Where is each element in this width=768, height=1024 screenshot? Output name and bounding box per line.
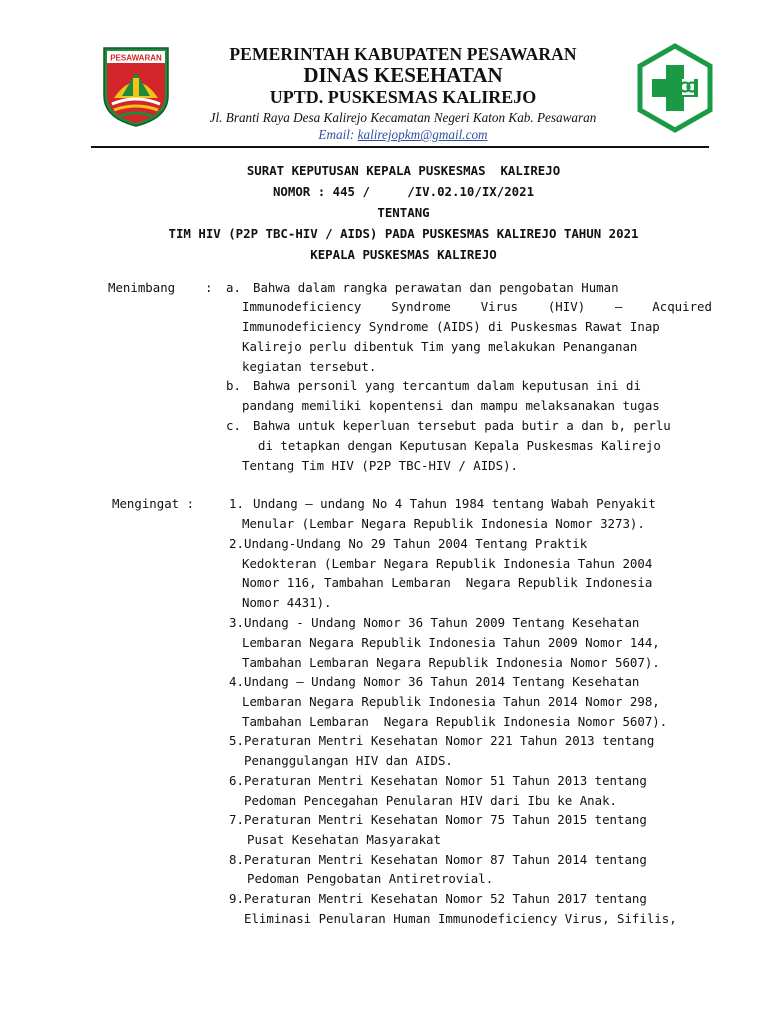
unit-name: UPTD. PUSKESMAS KALIREJO (269, 87, 537, 107)
mengingat-8-line: Pedoman Pengobatan Antiretrovial. (247, 871, 494, 886)
mengingat-5-line: Penanggulangan HIV dan AIDS. (244, 753, 453, 768)
menimbang-c-line: Tentang Tim HIV (P2P TBC-HIV / AIDS). (242, 458, 519, 473)
decree-title: SURAT KEPUTUSAN KEPALA PUSKESMAS KALIREJO (246, 163, 561, 178)
mengingat-4-line: Lembaran Negara Republik Indonesia Tahun 2014 Nomor 298, (242, 694, 660, 709)
mengingat-2-line: Nomor 4431). (242, 595, 332, 610)
mengingat-marker-1: 1. (229, 496, 244, 511)
mengingat-9-line: Eliminasi Penularan Human Immunodeficiency Virus, Sifilis, (244, 911, 677, 926)
letterhead-text (178, 44, 628, 143)
menimbang-a-line: Immunodeficiency Syndrome (AIDS) di Puskesmas Rawat Inap (242, 319, 660, 334)
decree-about-label: TENTANG (377, 205, 430, 220)
menimbang-b-line: Bahwa personil yang tercantum dalam keputusan ini di (253, 378, 641, 393)
email-line (178, 126, 628, 143)
mengingat-7-line: Peraturan Mentri Kesehatan Nomor 75 Tahun 2015 tentang (244, 812, 647, 827)
letterhead-divider (91, 146, 709, 148)
menimbang-a-line: Bahwa dalam rangka perawatan dan pengobatan Human (253, 280, 619, 295)
puskesmas-cross-emblem-icon (636, 43, 714, 133)
emblem-text: PESAWARAN (110, 53, 162, 63)
menimbang-marker-a: a. (226, 280, 241, 295)
mengingat-marker-8: 8. (229, 852, 244, 867)
mengingat-marker-6: 6. (229, 773, 244, 788)
menimbang-colon: : (205, 280, 213, 295)
mengingat-6-line: Peraturan Mentri Kesehatan Nomor 51 Tahun 2013 tentang (244, 773, 647, 788)
email-label: Email: (318, 127, 358, 142)
menimbang-a-line: Immunodeficiency Syndrome Virus (HIV) – Acquired (242, 299, 712, 314)
pesawaran-regency-emblem-icon (100, 46, 172, 128)
decree-issuer: KEPALA PUSKESMAS KALIREJO (310, 247, 497, 262)
menimbang-marker-b: b. (226, 378, 241, 393)
menimbang-a-line: kegiatan tersebut. (242, 359, 377, 374)
menimbang-c-line: Bahwa untuk keperluan tersebut pada butir a dan b, perlu (253, 418, 671, 433)
mengingat-4-line: Tambahan Lembaran Negara Republik Indonesia Nomor 5607). (242, 714, 668, 729)
mengingat-2-line: Kedokteran (Lembar Negara Republik Indonesia Tahun 2004 (242, 556, 653, 571)
decree-number: NOMOR : 445 / /IV.02.10/IX/2021 (272, 184, 535, 199)
mengingat-7-line: Pusat Kesehatan Masyarakat (247, 832, 441, 847)
letterhead (0, 0, 768, 150)
decree-title-block (91, 160, 716, 265)
menimbang-c-line: di tetapkan dengan Keputusan Kepala Puskesmas Kalirejo (258, 438, 661, 453)
mengingat-3-line: Tambahan Lembaran Negara Republik Indonesia Nomor 5607). (242, 655, 660, 670)
mengingat-8-line: Peraturan Mentri Kesehatan Nomor 87 Tahun 2014 tentang (244, 852, 647, 867)
mengingat-marker-2: 2. (229, 536, 244, 551)
mengingat-marker-9: 9. (229, 891, 244, 906)
decree-subject: TIM HIV (P2P TBC-HIV / AIDS) PADA PUSKESMAS KALIREJO TAHUN 2021 (168, 226, 639, 241)
menimbang-marker-c: c. (226, 418, 241, 433)
mengingat-3-line: Lembaran Negara Republik Indonesia Tahun 2009 Nomor 144, (242, 635, 660, 650)
mengingat-marker-7: 7. (229, 812, 244, 827)
mengingat-4-line: Undang – Undang Nomor 36 Tahun 2014 Tentang Kesehatan (244, 674, 640, 689)
agency-name: DINAS KESEHATAN (303, 63, 503, 87)
mengingat-1-line: Menular (Lembar Negara Republik Indonesia Nomor 3273). (242, 516, 645, 531)
address: Jl. Branti Raya Desa Kalirejo Kecamatan Negeri Katon Kab. Pesawaran (209, 110, 597, 125)
mengingat-label: Mengingat : (112, 496, 195, 511)
menimbang-a-line: Kalirejo perlu dibentuk Tim yang melakukan Penanganan (242, 339, 638, 354)
mengingat-5-line: Peraturan Mentri Kesehatan Nomor 221 Tahun 2013 tentang (244, 733, 655, 748)
menimbang-b-line: pandang memiliki kopentensi dan mampu melaksanakan tugas (242, 398, 660, 413)
mengingat-3-line: Undang - Undang Nomor 36 Tahun 2009 Tentang Kesehatan (244, 615, 640, 630)
mengingat-2-line: Nomor 116, Tambahan Lembaran Negara Republik Indonesia (242, 575, 653, 590)
mengingat-6-line: Pedoman Pencegahan Penularan HIV dari Ibu ke Anak. (244, 793, 617, 808)
government-name: PEMERINTAH KABUPATEN PESAWARAN (229, 44, 577, 64)
mengingat-marker-3: 3. (229, 615, 244, 630)
mengingat-marker-4: 4. (229, 674, 244, 689)
mengingat-marker-5: 5. (229, 733, 244, 748)
mengingat-9-line: Peraturan Mentri Kesehatan Nomor 52 Tahun 2017 tentang (244, 891, 647, 906)
mengingat-2-line: Undang-Undang No 29 Tahun 2004 Tentang Praktik (244, 536, 588, 551)
menimbang-label: Menimbang (108, 280, 176, 295)
mengingat-1-line: Undang – undang No 4 Tahun 1984 tentang Wabah Penyakit (253, 496, 656, 511)
email-link[interactable]: kalirejopkm@gmail.com (357, 127, 488, 142)
